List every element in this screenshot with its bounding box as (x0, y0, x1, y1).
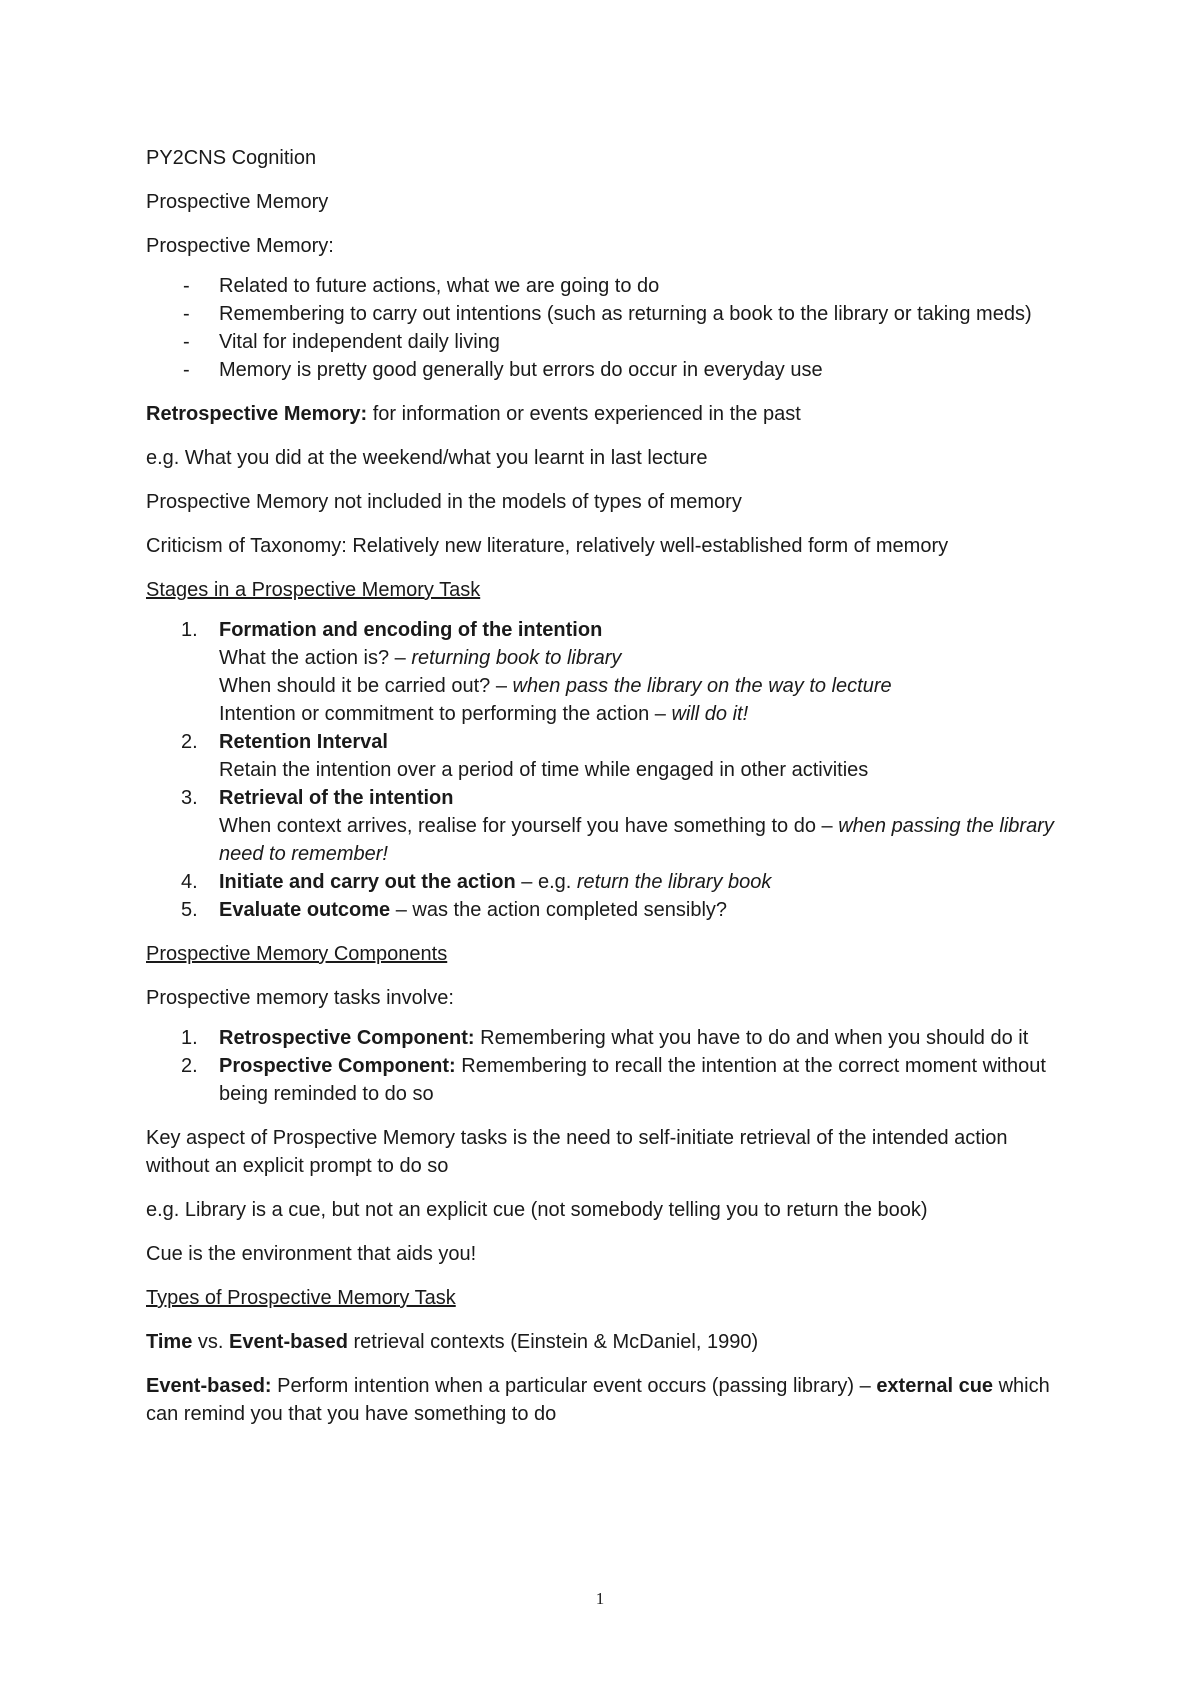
item-text-italic: return the library book (576, 871, 772, 893)
list-item: - Vital for independent daily living (146, 328, 1066, 356)
text: Perform intention when a particular event occurs (passing library) – (271, 1375, 877, 1397)
term: Event-based: (146, 1375, 272, 1397)
item-number: 2. (181, 1055, 198, 1077)
item-text-italic: when passing the library need to remember! (219, 815, 1054, 865)
item-text-italic: returning book to library (411, 647, 622, 669)
term: external cue (876, 1375, 994, 1397)
item-text: What the action is? – (219, 647, 412, 669)
course-title: PY2CNS Cognition (146, 147, 317, 169)
types-paragraph (146, 1328, 1066, 1356)
paragraph: Prospective Memory not included in the models of types of memory (146, 491, 742, 513)
list-item (146, 896, 1066, 924)
event-based-paragraph (146, 1372, 1066, 1428)
paragraph: Criticism of Taxonomy: Relatively new literature, relatively well-established form of memory (146, 535, 949, 557)
list-item (146, 868, 1066, 896)
item-number: 1. (181, 1027, 198, 1049)
prospective-memory-bullets (146, 272, 1066, 384)
components-list (146, 1024, 1066, 1108)
text: vs. (192, 1331, 229, 1353)
list-item (146, 616, 1066, 728)
item-text: Remembering to recall the intention at the correct moment without being reminded to do so (219, 1055, 1046, 1105)
definition-text: for information or events experienced in the past (367, 403, 801, 425)
item-text: – e.g. (515, 871, 577, 893)
retrospective-example: e.g. What you did at the weekend/what you learnt in last lecture (146, 447, 708, 469)
item-text: Retain the intention over a period of time while engaged in other activities (219, 759, 869, 781)
item-text-italic: when pass the library on the way to lecture (512, 675, 892, 697)
list-item: - Memory is pretty good generally but errors do occur in everyday use (146, 356, 1066, 384)
item-title: Evaluate outcome (219, 899, 391, 921)
page-number: 1 (595, 1589, 605, 1608)
item-text-italic: will do it! (671, 703, 749, 725)
list-item (146, 784, 1066, 868)
item-number: 3. (181, 787, 198, 809)
term: Event-based (229, 1331, 348, 1353)
components-intro: Prospective memory tasks involve: (146, 987, 454, 1009)
item-text: Intention or commitment to performing the action – (219, 703, 672, 725)
term: Retrospective Memory: (146, 403, 368, 425)
item-text: – was the action completed sensibly? (390, 899, 728, 921)
section-heading-components: Prospective Memory Components (146, 943, 448, 965)
item-text: When context arrives, realise for yourself you have something to do – (219, 815, 839, 837)
term: Time (146, 1331, 193, 1353)
item-number: 2. (181, 731, 198, 753)
text: retrieval contexts (Einstein & McDaniel, 1990) (347, 1331, 759, 1353)
retrospective-definition (146, 400, 1066, 428)
list-item: - Remembering to carry out intentions (such as returning a book to the library or taking meds) (146, 300, 1066, 328)
item-term: Retrospective Component: (219, 1027, 475, 1049)
section-label: Prospective Memory: (146, 235, 334, 257)
item-number: 1. (181, 619, 198, 641)
paragraph: e.g. Library is a cue, but not an explicit cue (not somebody telling you to return the book) (146, 1199, 928, 1221)
item-title: Retention Interval (219, 731, 388, 753)
item-title: Formation and encoding of the intention (219, 619, 603, 641)
item-number: 4. (181, 871, 198, 893)
list-item (146, 728, 1066, 784)
item-term: Prospective Component: (219, 1055, 456, 1077)
item-text: When should it be carried out? – (219, 675, 513, 697)
section-heading-types: Types of Prospective Memory Task (146, 1287, 456, 1309)
paragraph: Key aspect of Prospective Memory tasks is the need to self-initiate retrieval of the intended action without an explicit prompt to do so (146, 1127, 1008, 1177)
list-item (146, 1052, 1066, 1108)
document-title: Prospective Memory (146, 191, 329, 213)
item-number: 5. (181, 899, 198, 921)
list-item (146, 1024, 1066, 1052)
stages-list (146, 616, 1066, 924)
section-heading-stages: Stages in a Prospective Memory Task (146, 579, 481, 601)
paragraph: Cue is the environment that aids you! (146, 1243, 477, 1265)
text: which can remind you that you have something to do (146, 1375, 1050, 1425)
item-title: Retrieval of the intention (219, 787, 454, 809)
document-body (146, 144, 1066, 1444)
item-text: Remembering what you have to do and when you should do it (474, 1027, 1029, 1049)
list-item: - Related to future actions, what we are going to do (146, 272, 1066, 300)
item-title: Initiate and carry out the action (219, 871, 516, 893)
